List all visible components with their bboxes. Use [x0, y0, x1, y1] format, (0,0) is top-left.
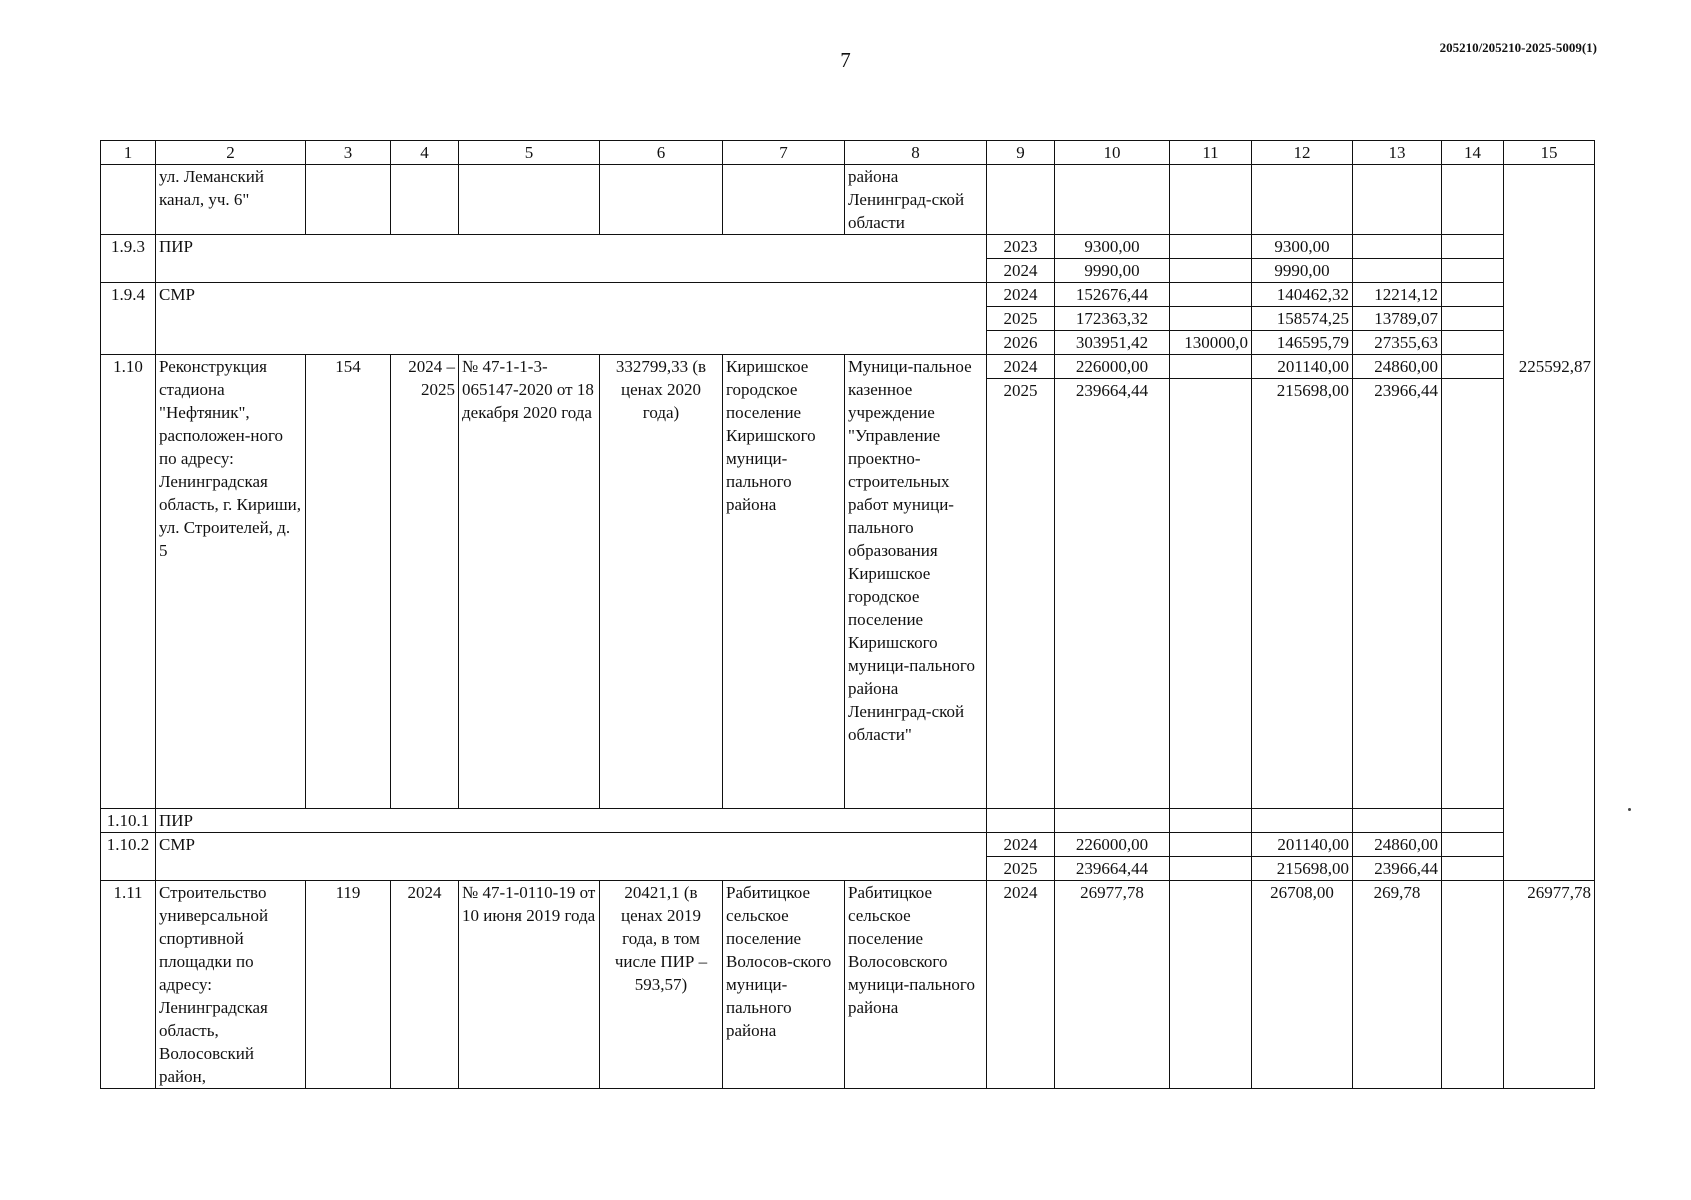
- expertise-conclusion: № 47-1-0110-19 от 10 июня 2019 года: [459, 881, 600, 1089]
- stage-label: СМР: [156, 283, 987, 355]
- amount-total: 9300,00: [1055, 235, 1170, 259]
- table-row: [101, 165, 1595, 235]
- stage-label: ПИР: [156, 809, 987, 833]
- year: 2024: [987, 283, 1055, 307]
- year: 2024: [987, 355, 1055, 379]
- col-header: 6: [600, 141, 723, 165]
- col-header: 9: [987, 141, 1055, 165]
- amount-local: 23966,44: [1353, 857, 1442, 881]
- col-header: 10: [1055, 141, 1170, 165]
- recipient: Рабитицкое сельское поселение Волосов-ского муници-пального района: [723, 881, 845, 1089]
- table-row: [101, 881, 1595, 1089]
- year: 2025: [987, 307, 1055, 331]
- amount-total: 239664,44: [1055, 857, 1170, 881]
- table-row: [101, 355, 1595, 379]
- table-row: [101, 235, 1595, 259]
- amount-total: 26977,78: [1055, 881, 1170, 1089]
- row-number: 1.10.1: [101, 809, 156, 833]
- amount-local: 12214,12: [1353, 283, 1442, 307]
- amount-regional: 215698,00: [1252, 857, 1353, 881]
- amount-regional: 201140,00: [1252, 355, 1353, 379]
- object-name: Строительство универсальной спортивной площадки по адресу: Ленинградская область, Волосовский район,: [156, 881, 306, 1089]
- amount-total: 172363,32: [1055, 307, 1170, 331]
- col-header: 11: [1170, 141, 1252, 165]
- col-header: 14: [1442, 141, 1504, 165]
- amount-regional: 140462,32: [1252, 283, 1353, 307]
- amount-total: 9990,00: [1055, 259, 1170, 283]
- construction-period: 2024 – 2025: [391, 355, 459, 809]
- amount-total: 152676,44: [1055, 283, 1170, 307]
- year: 2024: [987, 881, 1055, 1089]
- amount-regional: 158574,25: [1252, 307, 1353, 331]
- col-header: 4: [391, 141, 459, 165]
- budget-table: [100, 140, 1595, 1089]
- remaining-cost: 26977,78: [1504, 881, 1595, 1089]
- page-number: 7: [840, 48, 851, 72]
- col-header: 13: [1353, 141, 1442, 165]
- amount-local: 13789,07: [1353, 307, 1442, 331]
- year: 2025: [987, 857, 1055, 881]
- col-header: 8: [845, 141, 987, 165]
- row-number: 1.10.2: [101, 833, 156, 881]
- row-number: 1.11: [101, 881, 156, 1089]
- amount-local: 24860,00: [1353, 355, 1442, 379]
- amount-total: 226000,00: [1055, 833, 1170, 857]
- col-header: 3: [306, 141, 391, 165]
- year: 2024: [987, 259, 1055, 283]
- col-header: 7: [723, 141, 845, 165]
- responsible-org: района Ленинград-ской области: [845, 165, 987, 235]
- table-row: [101, 809, 1595, 833]
- year: 2026: [987, 331, 1055, 355]
- amount-regional: 215698,00: [1252, 379, 1353, 809]
- capacity: 154: [306, 355, 391, 809]
- object-name: Реконструкция стадиона "Нефтяник", расположен-ного по адресу: Ленинградская область, г. Кириши, ул. Строителей, д. 5: [156, 355, 306, 809]
- col-header: 2: [156, 141, 306, 165]
- table-row: [101, 833, 1595, 857]
- amount-local: 269,78: [1353, 881, 1442, 1089]
- row-number: 1.9.4: [101, 283, 156, 355]
- stage-label: СМР: [156, 833, 987, 881]
- col-header: 15: [1504, 141, 1595, 165]
- amount-regional: 9300,00: [1252, 235, 1353, 259]
- amount-total: 303951,42: [1055, 331, 1170, 355]
- responsible-org: Муници-пальное казенное учреждение "Управление проектно-строительных работ муници-пального образования Киришское городское поселение Киришского муници-пального района Ленинград-ской области": [845, 355, 987, 809]
- estimated-cost: 332799,33 (в ценах 2020 года): [600, 355, 723, 809]
- amount-federal: 130000,0: [1170, 331, 1252, 355]
- document-code: 205210/205210-2025-5009(1): [1439, 40, 1597, 55]
- amount-regional: 146595,79: [1252, 331, 1353, 355]
- year: 2024: [987, 833, 1055, 857]
- col-header: 1: [101, 141, 156, 165]
- column-number-row: [101, 141, 1595, 165]
- object-name: ул. Леманский канал, уч. 6": [156, 165, 306, 235]
- remaining-cost: 225592,87: [1504, 355, 1595, 881]
- amount-total: 239664,44: [1055, 379, 1170, 809]
- year: 2023: [987, 235, 1055, 259]
- col-header: 5: [459, 141, 600, 165]
- amount-total: 226000,00: [1055, 355, 1170, 379]
- scan-speck: [1628, 808, 1631, 811]
- amount-local: 23966,44: [1353, 379, 1442, 809]
- amount-regional: 201140,00: [1252, 833, 1353, 857]
- capacity: 119: [306, 881, 391, 1089]
- row-number: 1.10: [101, 355, 156, 809]
- table-row: [101, 283, 1595, 307]
- construction-period: 2024: [391, 881, 459, 1089]
- row-number: 1.9.3: [101, 235, 156, 283]
- stage-label: ПИР: [156, 235, 987, 283]
- amount-regional: 9990,00: [1252, 259, 1353, 283]
- amount-local: 27355,63: [1353, 331, 1442, 355]
- col-header: 12: [1252, 141, 1353, 165]
- estimated-cost: 20421,1 (в ценах 2019 года, в том числе ПИР – 593,57): [600, 881, 723, 1089]
- year: 2025: [987, 379, 1055, 809]
- expertise-conclusion: № 47-1-1-3-065147-2020 от 18 декабря 2020 года: [459, 355, 600, 809]
- amount-regional: 26708,00: [1252, 881, 1353, 1089]
- responsible-org: Рабитицкое сельское поселение Волосовского муници-пального района: [845, 881, 987, 1089]
- amount-local: 24860,00: [1353, 833, 1442, 857]
- recipient: Киришское городское поселение Киришского муници-пального района: [723, 355, 845, 809]
